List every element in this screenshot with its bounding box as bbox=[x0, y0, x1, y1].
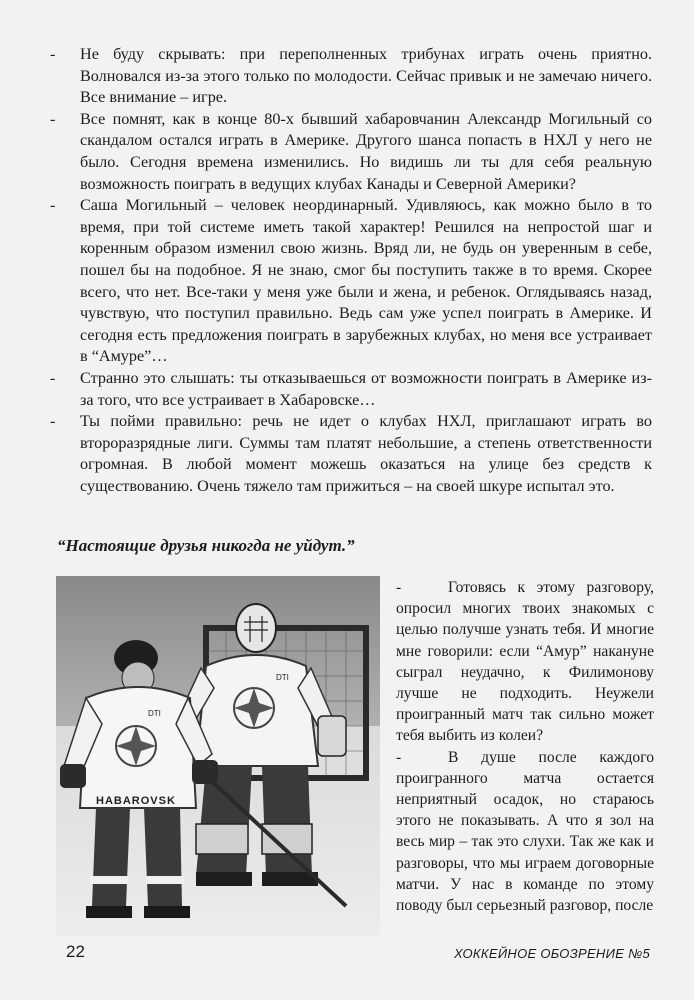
dialogue-dash: - bbox=[50, 45, 56, 63]
interview-paragraph bbox=[46, 195, 652, 368]
dialogue-dash: - bbox=[396, 748, 402, 766]
interview-block bbox=[46, 44, 652, 497]
paragraph-text: Готовясь к этому разговору, опросил многих твоих знакомых с целью получше узнать тебя. И многие мне говорили: если “Амур” накануне сыграл неудачно, к Филимонову лучше не подходить. Неужели проигранный матч так сильно может тебя выбить из колеи? bbox=[396, 579, 654, 745]
paragraph-text: Все помнят, как в конце 80-х бывший хабаровчанин Александр Могильный со скандалом остался играть в Америке. Другого шанса попасть в НХЛ у него не было. Сегодня времена изменились. Но видишь ли ты для себя реальную возможность поиграть в ведущих клубах Канады и Северной Америки? bbox=[80, 109, 652, 193]
sponsor-patch: DTI bbox=[148, 709, 161, 718]
dialogue-dash: - bbox=[50, 196, 56, 215]
section-title: “Настоящие друзья никогда не уйдут.” bbox=[57, 536, 355, 555]
dialogue-dash: - bbox=[396, 579, 402, 596]
dialogue-dash: - bbox=[50, 368, 56, 387]
hockey-players-illustration bbox=[56, 576, 380, 936]
paragraph-text: Саша Могильный – человек неординарный. Удивляюсь, как можно было в то время, при той системе иметь такой характер! Решился на непростой шаг и коренным образом изменил свою жизнь. Вряд ли, не будь он уверенным в себе, пошел бы на подобное. Я не знаю, смог бы поступить также в то время. Скорее всего, что нет. Все-таки у меня уже были и жена, и ребенок. Оглядываясь назад, чувствую, что поступил правильно. Ведь сам уже успел поиграть в Америке. И сегодня есть предложения поиграть в зарубежных клубах, но меня все устраивает в “Амуре”… bbox=[80, 196, 652, 366]
paragraph-text: Не буду скрывать: при переполненных трибунах играть очень приятно. Волновался из-за этого только по молодости. Сейчас привык и не замечаю ничего. Все внимание – игре. bbox=[80, 45, 652, 107]
paragraph-text: Странно это слышать: ты отказываешься от возможности поиграть в Америке из-за того, что все устраивает в Хабаровске… bbox=[80, 368, 652, 409]
paragraph-text: В душе после каждого проигранного матча остается неприятный осадок, но стараюсь этого не показывать. А что я зол на весь мир – так это слухи. Так же как и разговоры, что мы играем договорные матчи. У нас в команде по этому поводу был серьезный разговор, после bbox=[396, 748, 654, 915]
right-column-text bbox=[396, 577, 654, 916]
question-paragraph bbox=[396, 577, 654, 747]
paragraph-text: Ты пойми правильно: речь не идет о клубах НХЛ, приглашают играть во второразрядные лиги. Суммы там платят небольшие, а степень ответственности огромная. В любой момент можешь оказаться на улице без средств к существованию. Очень тяжело там прижиться – на своей шкуре испытал это. bbox=[80, 412, 652, 495]
interview-paragraph bbox=[46, 44, 652, 109]
interview-paragraph bbox=[46, 368, 652, 411]
interview-paragraph bbox=[46, 109, 652, 195]
magazine-title: ХОККЕЙНОЕ ОБОЗРЕНИЕ №5 bbox=[453, 946, 650, 961]
dialogue-dash: - bbox=[50, 109, 56, 128]
interview-paragraph bbox=[46, 411, 652, 497]
svg-text:DTI: DTI bbox=[276, 673, 289, 682]
answer-paragraph bbox=[396, 747, 654, 917]
hockey-photo bbox=[56, 576, 380, 936]
jersey-lettering: HABAROVSK bbox=[96, 795, 176, 807]
dialogue-dash: - bbox=[50, 412, 56, 431]
page-number: 22 bbox=[66, 942, 85, 961]
